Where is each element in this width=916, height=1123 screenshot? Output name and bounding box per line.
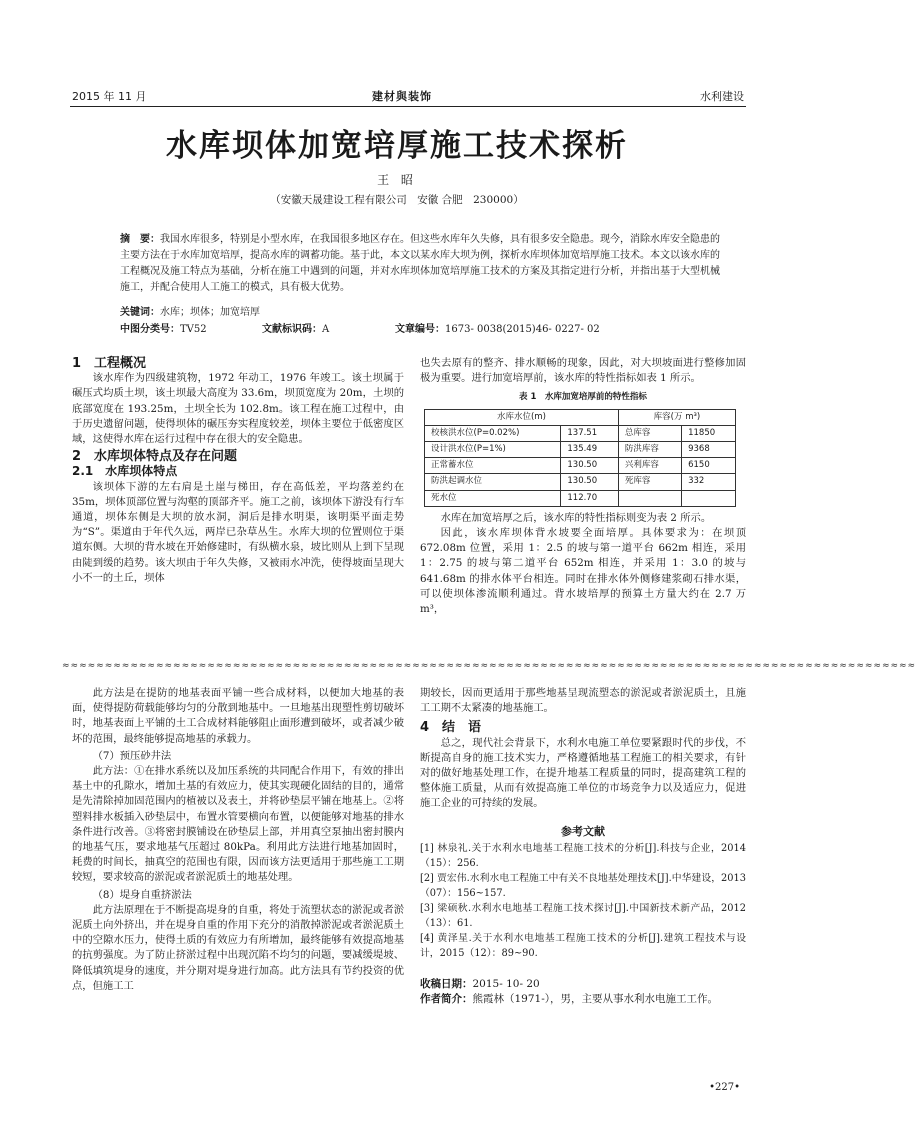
table-cell: 总库容 [618, 425, 681, 441]
paragraph: 也失去原有的整齐、排水顺畅的现象，因此，对大坝坡面进行整修加固极为重要。进行加宽培厚前，该水库的特性指标如表 1 所示。 [420, 357, 746, 385]
received-label: 收稿日期： [420, 977, 473, 990]
table-cell: 332 [682, 474, 736, 490]
keywords-text: 水库；坝体；加宽培厚 [160, 307, 260, 318]
classification-value: TV52 [180, 324, 207, 335]
references-title: 参考文献 [561, 824, 605, 838]
paragraph: 期较长，因而更适用于那些地基呈现流塑态的淤泥或者淤泥质土，且施工工期不太紧凑的地基施工。 [420, 687, 746, 715]
table-cell: 130.50 [561, 474, 619, 490]
table-cell: 6150 [682, 458, 736, 474]
abstract-text: 我国水库很多，特别是小型水库，在我国很多地区存在。但这些水库年久失修，具有很多安全隐患。现今，消除水库安全隐患的主要方法在于水库加宽培厚，提高水库的调蓄功能。基于此，本文以某水库大坝为例，探析水库坝体加宽培厚施工技术。本文以该水库的工程概况及施工特点为基础，分析在施工中遇到的问题，并对水库坝体加宽培厚施工技术的方案及其指定进行分析，并指出基于大型机械施工，并配合使用人工施工的模式，具有极大优势。 [120, 234, 720, 293]
table-cell: 死水位 [425, 490, 561, 506]
author-bio-text: 熊霞林（1971-），男，主要从事水利水电施工工作。 [472, 993, 719, 1006]
method-heading-8: （8）堤身自重挤淤法 [92, 888, 192, 901]
classification [120, 320, 207, 335]
reference-item: [2] 贾宏伟.水利水电工程施工中有关不良地基处理技术[J].中华建设，2013（07）：156~157. [420, 872, 746, 899]
classification-label: 中图分类号： [120, 324, 180, 335]
paragraph: 总之，现代社会背景下，水利水电施工单位要紧跟时代的步伐，不断提高自身的施工技术实力，严格遵循地基工程施工的相关要求，有针对的做好地基处理工作，在提升地基工程质量的同时，提高建筑工程的整体施工质量，从而有效提高施工单位的市场竞争力以及适应力，促进施工企业的可持续的发展。 [420, 736, 746, 810]
issue-date: 2015 年 11 月 [72, 90, 147, 103]
table-row [425, 490, 736, 506]
section-heading-2: 2 水库坝体特点及存在问题 [72, 449, 238, 465]
reference-item: [1] 林泉礼.关于水利水电地基工程施工技术的分析[J].科技与企业，2014（15）：256. [420, 842, 746, 869]
page-number: •227• [709, 1082, 740, 1093]
article-author: 王 昭 [377, 173, 417, 187]
table-row [425, 474, 736, 490]
table-caption: 表 1 水库加宽培厚前的特性指标 [519, 392, 647, 403]
keywords [120, 303, 260, 318]
table-cell [682, 490, 736, 506]
section-heading-4: 4 结 语 [420, 720, 482, 736]
article-number-label: 文章编号： [395, 324, 445, 335]
received-value: 2015- 10- 20 [472, 977, 540, 990]
method-heading-7: （7）预压砂井法 [92, 749, 172, 762]
reference-item: [3] 梁硕秋.水利水电地基工程施工技术探讨[J].中国新技术新产品，2012（13）：61. [420, 902, 746, 929]
table-row [425, 425, 736, 441]
table-header-level: 水库水位(m) [425, 409, 619, 425]
table-row [425, 458, 736, 474]
table-cell: 兴利库容 [618, 458, 681, 474]
paragraph: 因此，该水库坝体背水坡要全面培厚。具体要求为：在坝顶 672.08m 位置，采用 1：2.5 的坡与第一道平台 662m 相连，采用 1：2.75 的坡与第二道平台 652m 相连，并采用 1：3.0 的坡与 641.68m 的排水体平台相连。同时在排水体外侧修建浆砌石排水渠，可以使坝体渗流顺利通过。背水坡培厚的预算土方量大约在 2.7 万 m³， [420, 527, 746, 616]
table-cell: 130.50 [561, 458, 619, 474]
table-cell: 正常蓄水位 [425, 458, 561, 474]
upper-right-column [420, 356, 746, 617]
paragraph: 该水库作为四级建筑物，1972 年动工，1976 年竣工。该土坝属于碾压式均质土坝，该土坝最大高度为 33.6m，坝顶宽度为 20m，土坝的底部宽度在 193.25m，土坝全长为 102.8m。该工程在施工过程中，由于历史遗留问题，使得坝体的碾压夯实程度较差，坝体主要位于低密度区域，这使得水库在运行过程中存在很大的安全隐患。 [72, 372, 404, 446]
header-rule [70, 106, 746, 107]
table-cell [618, 490, 681, 506]
subsection-heading-2-1: 2.1 水库坝体特点 [72, 464, 178, 479]
lower-right-column [420, 686, 746, 1007]
table-row [425, 442, 736, 458]
journal-name: 建材與装饰 [372, 90, 432, 103]
table-cell: 9368 [682, 442, 736, 458]
paragraph: 此方法是在提防的地基表面平铺一些合成材料，以便加大地基的表面，使得提防荷载能够均匀的分散到地基中。一旦地基出现塑性剪切破坏时，地基表面上平铺的土工合成材料能够阻止面形遭到破坏，或者减少破坏的范围，最终能够提高地基的承载力。 [72, 687, 404, 745]
table-cell: 设计洪水位(P=1%) [425, 442, 561, 458]
keywords-label: 关键词： [120, 307, 160, 318]
section-name: 水利建设 [700, 90, 744, 103]
table-cell: 防洪库容 [618, 442, 681, 458]
doc-id [262, 320, 329, 335]
reservoir-table [424, 409, 736, 507]
article-number [395, 320, 600, 335]
table-cell: 137.51 [561, 425, 619, 441]
author-affiliation: （安徽天晟建设工程有限公司 安徽 合肥 230000） [270, 194, 524, 206]
table-cell: 135.49 [561, 442, 619, 458]
table-cell: 112.70 [561, 490, 619, 506]
paragraph: 该坝体下游的左右肩是土崖与梯田，存在高低差，平均落差约在 35m，坝体顶部位置与沟壑的顶部齐平。施工之前，该坝体下游没有行车通道，坝体东侧是大坝的放水洞，洞后是排水明渠，该明渠平面走势为“S”。渠道由于年代久远，两岸已杂草丛生。水库大坝的位置则位于渠道东侧。大坝的背水坡在开始修建时，有纵横水泉，坡比则从上到下呈现由陡到缓的趋势。该大坝由于年久失修，又被雨水冲洗，使得坡面呈现大小不一的土丘，坝体 [72, 480, 404, 584]
paragraph: 此方法原理在于不断提高堤身的自重，将处于流塑状态的淤泥或者淤泥质土向外挤出，并在堤身自重的作用下充分的消散掉淤泥或者淤泥质土中的空隙水压力，使得土质的有效应力有所增加，最终能够有效提高地基的抗剪强度。为了防止挤淤过程中出现沉陷不均匀的问题，要减缓堤坡、降低填筑堤身的速度，并分期对堤身进行加高。此方法具有节约投资的优点，但施工工 [72, 903, 404, 992]
author-bio [420, 992, 746, 1007]
section-heading-1: 1 工程概况 [72, 356, 147, 371]
lower-left-column [72, 686, 404, 994]
paragraph: 此方法：①在排水系统以及加压系统的共同配合作用下，有效的排出基土中的孔隙水，增加土基的有效应力，使其实现硬化固结的目的，通常是先清除掉加固范围内的植被以及表土，并将砂垫层平铺在地基上。②将塑料排水板插入砂垫层中，布置水管要横向布置，以便能够对地基的排水条件进行改善。③将密封膜铺设在砂垫层上部，并用真空泵抽出密封膜内的地基气压，要求地基气压超过 80kPa。利用此方法进行地基加固时，耗费的时间长，抽真空的范围也有限，因而该方法更适用于那些施工工期较短，要求较高的淤泥或者淤泥质土的地基处理。 [72, 765, 404, 884]
abstract [120, 232, 720, 296]
table-cell: 防洪起调水位 [425, 474, 561, 490]
article-number-value: 1673- 0038(2015)46- 0227- 02 [445, 324, 600, 335]
reference-item: [4] 黄泽星.关于水利水电地基工程施工技术的分析[J].建筑工程技术与设计，2015（12）：89~90. [420, 932, 746, 959]
table-header-capacity: 库容(万 m³) [618, 409, 735, 425]
doc-id-label: 文献标识码： [262, 324, 322, 335]
table-cell: 死库容 [618, 474, 681, 490]
section-divider: ≈≈≈≈≈≈≈≈≈≈≈≈≈≈≈≈≈≈≈≈≈≈≈≈≈≈≈≈≈≈≈≈≈≈≈≈≈≈≈≈≈≈≈≈≈≈≈≈≈≈≈≈≈≈≈≈≈≈≈≈≈≈≈≈≈≈≈≈≈≈≈≈≈≈≈≈≈≈≈≈≈≈≈≈≈≈≈≈≈≈≈≈≈≈≈≈≈≈≈≈ [62, 661, 916, 671]
doc-id-value: A [322, 324, 330, 335]
upper-left-column [72, 356, 404, 586]
abstract-label: 摘 要： [120, 234, 160, 245]
author-bio-label: 作者简介： [420, 993, 473, 1006]
table-cell: 校核洪水位(P=0.02%) [425, 425, 561, 441]
paragraph: 水库在加宽培厚之后，该水库的特性指标则变为表 2 所示。 [440, 511, 712, 524]
received-date [420, 977, 746, 992]
table-cell: 11850 [682, 425, 736, 441]
article-title: 水库坝体加宽培厚施工技术探析 [166, 128, 628, 164]
